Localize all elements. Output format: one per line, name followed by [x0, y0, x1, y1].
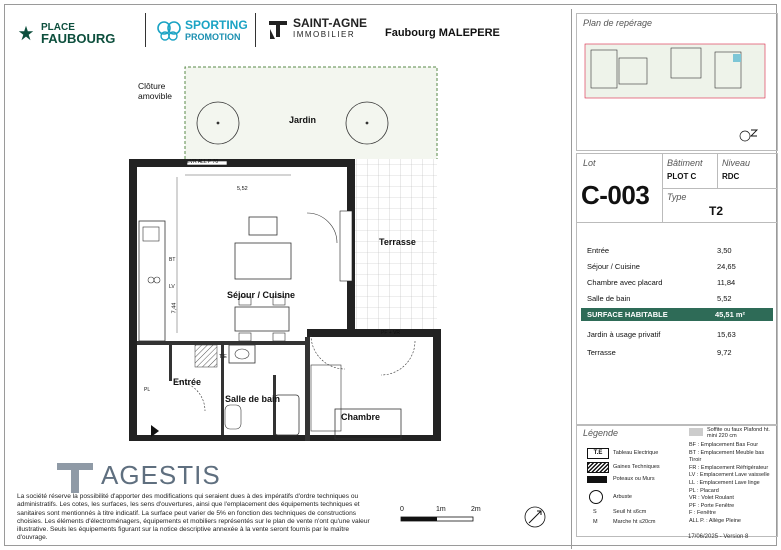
legend-s-mark: S [593, 509, 597, 515]
room-label-entree: Entrée [173, 377, 202, 387]
batiment-label: Bâtiment [667, 158, 703, 168]
room-label-chambre: Chambre [341, 412, 381, 422]
abbr-pl: PL : Placard [689, 487, 719, 494]
scale-1: 1m [436, 506, 446, 513]
pf-vr-label: PF + VR [381, 330, 401, 336]
row-chambre: Chambre avec placard 11,84 [587, 278, 736, 287]
sporting-logo [157, 19, 248, 43]
scale-bar [397, 507, 497, 527]
room-label-sejour: Séjour / Cuisine [227, 290, 296, 300]
header-divider [145, 13, 146, 47]
legend-soffite: Soffite ou faux Plafond ht. mini 220 cm [707, 427, 770, 439]
abbr-lv: LV : Emplacement Lave vaisselle [689, 472, 770, 479]
cloture-label [138, 81, 172, 101]
project-name: Faubourg MALEPERE [385, 27, 500, 39]
site-plan-map [581, 38, 771, 108]
dimension-top: 5,52 [237, 186, 248, 192]
arbuste-legend-icon [589, 490, 603, 504]
lot-value: C-003 [581, 180, 650, 210]
promotion-word: PROMOTION [185, 32, 241, 42]
legend-gaines: Gaines Techniques [613, 464, 660, 470]
header-divider-2 [255, 13, 256, 47]
abbr-fr: FR : Emplacement Réfrigérateur [689, 464, 769, 471]
place-word: PLACE [41, 22, 75, 33]
info-panel [571, 9, 781, 549]
leaf-icon [17, 24, 35, 42]
niveau-label: Niveau [722, 158, 751, 168]
row-surface-habitable: SURFACE HABITABLE 45,51 m² [581, 308, 773, 321]
room-label-jardin: Jardin [289, 115, 317, 125]
legend-arbuste: Arbuste [613, 494, 632, 500]
dimension-side: 7,44 [171, 302, 178, 314]
garden-area [185, 67, 437, 159]
legend-title: Légende [583, 428, 619, 438]
abbr-pf: PF : Porte Fenêtre [689, 502, 735, 509]
soffite-swatch [689, 428, 703, 436]
legend-poteaux: Poteaux ou Murs [613, 476, 655, 482]
agestis-logo-icon [55, 455, 95, 495]
cloture-line1: Clôture [138, 81, 166, 91]
place-faubourg-logo [17, 15, 115, 51]
niveau-value: RDC [722, 172, 740, 181]
legend-m: Marche ht ≤20cm [613, 519, 656, 525]
lv-label: LV [169, 284, 175, 290]
agestis-word: AGESTIS [101, 459, 221, 490]
agestis-watermark [55, 455, 221, 495]
cloture-line2: amovible [138, 91, 173, 101]
type-label: Type [667, 192, 687, 202]
abbr-allp: ALL P. : Allège Pleine [689, 517, 741, 524]
disclaimer: La société réserve la possibilité d'apporter des modifications qui seraient dues à des impératifs d'ordre techniques ou administratifs. Les cotes, les surfaces, les sens d'ouvertures, ainsi que l'emplacement des équipements techniques et sanitaires sont mentionnés à titre indicatif. La surface peut varier de 5% en fonction des techniques de constructions choisies. Les éléments d'électroménagers, équipements et mobiliers représentés sur le plan de vente n'ont qu'une valeur illustrative. Seuls les équipements figurant sur la notice descriptive annexée à la vente seront fournis par le maître d'ouvrage. [17, 493, 370, 542]
legend-m-mark: M [593, 519, 598, 525]
sporting-word: SPORTING [185, 18, 248, 32]
saint-agne-logo [267, 17, 367, 41]
poteaux-legend-icon [587, 476, 607, 483]
sofa [235, 243, 291, 279]
butterfly-icon [157, 20, 181, 42]
dining-table [235, 307, 289, 331]
legend [576, 425, 778, 537]
gaines-legend-icon [587, 462, 609, 473]
pl-label: PL [144, 387, 151, 393]
compass-icon [737, 126, 761, 144]
abbr-f: F : Fenêtre [689, 510, 716, 517]
version-date: 17/06/2025 - Version 8 [688, 534, 749, 540]
floor-plan [125, 65, 555, 445]
row-terrasse: Terrasse 9,72 [587, 348, 732, 357]
row-entree: Entrée 3,50 [587, 246, 732, 255]
lot-label: Lot [583, 158, 596, 168]
window-label-top: eVR ALL P 70 [187, 159, 219, 165]
abbr-bt: BT : Emplacement Meuble bas Tiroir [689, 449, 765, 464]
legend-te: Tableau Electrique [613, 450, 659, 456]
abbr-bf: BF : Emplacement Bas Four [689, 442, 759, 448]
gaine-technique [195, 345, 217, 367]
te-legend-icon: T.E [587, 448, 609, 459]
plan-de-reperage [576, 13, 778, 151]
batiment-value: PLOT C [667, 172, 697, 181]
lot-details [576, 153, 778, 425]
saint-agne-mark-icon [267, 17, 289, 41]
legend-s: Seuil ht ≤6cm [613, 509, 647, 515]
plan-sheet [4, 4, 777, 546]
scale-2: 2m [471, 506, 481, 513]
bt-label: BT [169, 257, 176, 263]
scale-0: 0 [400, 506, 404, 513]
room-label-salle-de-bain: Salle de bain [225, 394, 281, 404]
room-label-terrasse: Terrasse [379, 237, 416, 247]
abbr-ll: LL : Emplacement Lave linge [689, 479, 760, 486]
abbr-vr: VR : Volet Roulant [689, 495, 734, 502]
immobilier-word: IMMOBILIER [293, 30, 356, 39]
te-label: T.E [219, 354, 227, 360]
type-value: T2 [709, 204, 724, 218]
faubourg-word: FAUBOURG [41, 31, 116, 46]
bathroom-sink [229, 345, 255, 363]
row-jardin: Jardin à usage privatif 15,63 [587, 330, 736, 339]
row-sejour: Séjour / Cuisine 24,65 [587, 262, 736, 271]
row-salle-de-bain: Salle de bain 5,52 [587, 294, 732, 303]
saint-agne-word: SAINT-AGNE [293, 16, 368, 30]
abbreviations [689, 442, 775, 526]
north-arrow-icon [523, 505, 547, 529]
plan-reperage-title: Plan de repérage [583, 18, 653, 28]
